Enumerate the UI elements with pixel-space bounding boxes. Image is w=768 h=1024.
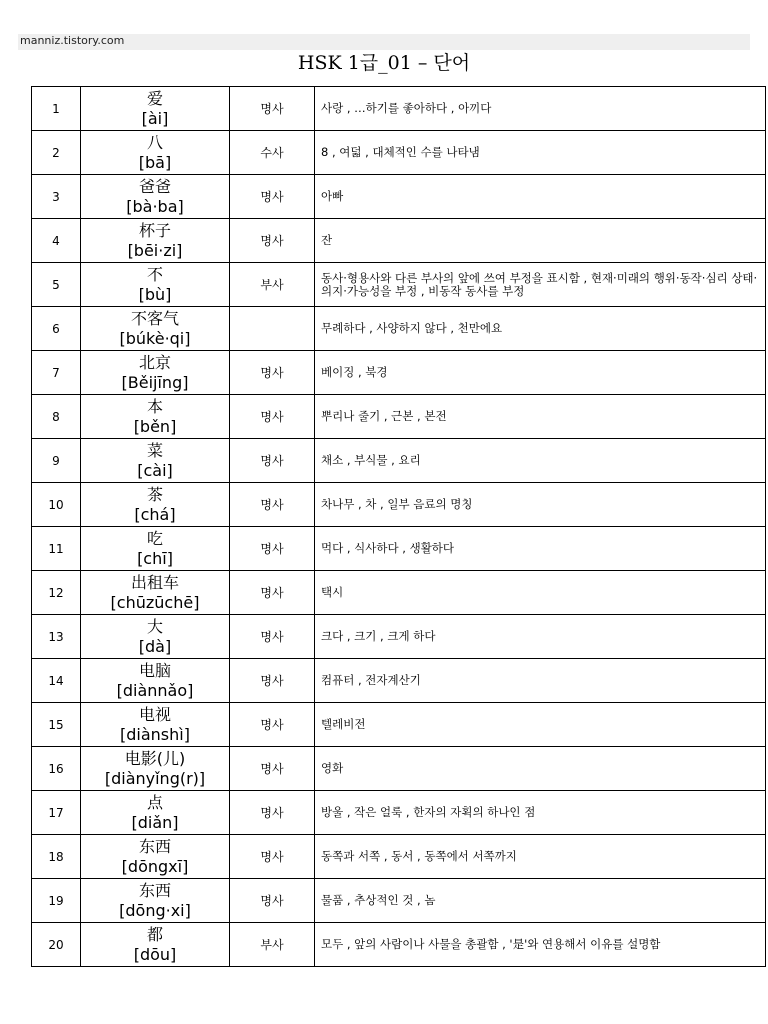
hanzi: 不客气 [130, 308, 179, 328]
row-number: 16 [32, 747, 81, 791]
part-of-speech: 명사 [230, 527, 315, 571]
pinyin: [bā] [138, 152, 172, 172]
row-number: 11 [32, 527, 81, 571]
part-of-speech: 명사 [230, 879, 315, 923]
pinyin: [diǎn] [131, 812, 179, 832]
page-title: HSK 1급_01 – 단어 [297, 52, 471, 74]
pinyin: [bēi·zi] [127, 240, 183, 260]
table-row [32, 263, 766, 307]
part-of-speech: 명사 [230, 571, 315, 615]
hanzi: 出租车 [130, 572, 179, 592]
meaning: 잔 [315, 219, 766, 263]
pinyin: [diànnǎo] [116, 680, 194, 700]
source-url: manniz.tistory.com [20, 34, 125, 47]
row-number: 7 [32, 351, 81, 395]
table-row [32, 923, 766, 967]
hanzi: 点 [146, 792, 163, 812]
row-number: 15 [32, 703, 81, 747]
word-cell [81, 615, 230, 659]
table-row [32, 835, 766, 879]
row-number: 13 [32, 615, 81, 659]
pinyin: [dōng·xi] [119, 900, 191, 920]
word-cell [81, 219, 230, 263]
hanzi: 吃 [146, 528, 163, 548]
row-number: 9 [32, 439, 81, 483]
hanzi: 本 [146, 396, 163, 416]
meaning: 크다 , 크기 , 크게 하다 [315, 615, 766, 659]
pinyin: [diànyǐng(r)] [104, 768, 206, 788]
hanzi: 东西 [138, 836, 171, 856]
meaning: 뿌리나 줄기 , 근본 , 본전 [315, 395, 766, 439]
table-row [32, 571, 766, 615]
row-number: 3 [32, 175, 81, 219]
hanzi: 茶 [146, 484, 163, 504]
part-of-speech: 명사 [230, 615, 315, 659]
row-number: 1 [32, 87, 81, 131]
part-of-speech: 명사 [230, 703, 315, 747]
meaning: 컴퓨터 , 전자계산기 [315, 659, 766, 703]
hanzi: 菜 [146, 440, 163, 460]
word-cell [81, 747, 230, 791]
part-of-speech [230, 307, 315, 351]
part-of-speech: 수사 [230, 131, 315, 175]
word-cell [81, 483, 230, 527]
row-number: 19 [32, 879, 81, 923]
vocab-table [31, 86, 766, 967]
word-cell [81, 571, 230, 615]
pinyin: [běn] [133, 416, 177, 436]
table-row [32, 395, 766, 439]
word-cell [81, 263, 230, 307]
row-number: 5 [32, 263, 81, 307]
pinyin: [búkè·qi] [119, 328, 191, 348]
row-number: 12 [32, 571, 81, 615]
table-row [32, 175, 766, 219]
table-row [32, 659, 766, 703]
meaning: 차나무 , 차 , 일부 음료의 명칭 [315, 483, 766, 527]
word-cell [81, 659, 230, 703]
part-of-speech: 명사 [230, 835, 315, 879]
row-number: 6 [32, 307, 81, 351]
pinyin: [bà·ba] [126, 196, 184, 216]
word-cell [81, 879, 230, 923]
part-of-speech: 명사 [230, 219, 315, 263]
hanzi: 电影(儿) [124, 748, 186, 768]
meaning: 사랑 , …하기를 좋아하다 , 아끼다 [315, 87, 766, 131]
table-row [32, 307, 766, 351]
part-of-speech: 명사 [230, 395, 315, 439]
hanzi: 都 [146, 924, 163, 944]
word-cell [81, 307, 230, 351]
meaning: 물품 , 추상적인 것 , 놈 [315, 879, 766, 923]
meaning: 8 , 여덟 , 대체적인 수를 나타냄 [315, 131, 766, 175]
table-row [32, 351, 766, 395]
meaning: 채소 , 부식물 , 요리 [315, 439, 766, 483]
table-row [32, 131, 766, 175]
table-row [32, 87, 766, 131]
pinyin: [Běijīng] [121, 372, 189, 392]
meaning: 베이징 , 북경 [315, 351, 766, 395]
word-cell [81, 791, 230, 835]
word-cell [81, 351, 230, 395]
table-row [32, 747, 766, 791]
row-number: 17 [32, 791, 81, 835]
hanzi: 电脑 [138, 660, 171, 680]
part-of-speech: 명사 [230, 351, 315, 395]
meaning: 동사·형용사와 다른 부사의 앞에 쓰여 부정을 표시함 , 현재·미래의 행위·동작·심리 상태·의지·가능성을 부정 , 비동작 동사를 부정 [315, 263, 766, 307]
word-cell [81, 439, 230, 483]
part-of-speech: 명사 [230, 483, 315, 527]
part-of-speech: 명사 [230, 439, 315, 483]
part-of-speech: 명사 [230, 747, 315, 791]
part-of-speech: 부사 [230, 923, 315, 967]
table-row [32, 879, 766, 923]
hanzi: 爸爸 [138, 176, 171, 196]
meaning: 방울 , 작은 얼룩 , 한자의 자획의 하나인 점 [315, 791, 766, 835]
table-row [32, 219, 766, 263]
hanzi: 爱 [146, 88, 163, 108]
row-number: 2 [32, 131, 81, 175]
word-cell [81, 527, 230, 571]
word-cell [81, 835, 230, 879]
table-row [32, 703, 766, 747]
hanzi: 东西 [138, 880, 171, 900]
table-row [32, 615, 766, 659]
pinyin: [bù] [138, 284, 172, 304]
meaning: 무례하다 , 사양하지 않다 , 천만에요 [315, 307, 766, 351]
word-cell [81, 395, 230, 439]
row-number: 8 [32, 395, 81, 439]
word-cell [81, 923, 230, 967]
row-number: 14 [32, 659, 81, 703]
source-bar [18, 34, 750, 50]
meaning: 택시 [315, 571, 766, 615]
vocab-table-body [32, 87, 766, 967]
part-of-speech: 명사 [230, 791, 315, 835]
part-of-speech: 명사 [230, 87, 315, 131]
pinyin: [dōngxī] [121, 856, 189, 876]
part-of-speech: 명사 [230, 659, 315, 703]
hanzi: 大 [146, 616, 163, 636]
meaning: 모두 , 앞의 사람이나 사물을 총괄함 , '是'와 연용해서 이유를 설명함 [315, 923, 766, 967]
meaning: 먹다 , 식사하다 , 생활하다 [315, 527, 766, 571]
row-number: 20 [32, 923, 81, 967]
meaning: 영화 [315, 747, 766, 791]
pinyin: [dōu] [133, 944, 177, 964]
table-row [32, 527, 766, 571]
hanzi: 八 [146, 132, 163, 152]
part-of-speech: 명사 [230, 175, 315, 219]
word-cell [81, 175, 230, 219]
table-row [32, 439, 766, 483]
hanzi: 杯子 [138, 220, 171, 240]
word-cell [81, 87, 230, 131]
meaning: 텔레비전 [315, 703, 766, 747]
pinyin: [cài] [137, 460, 173, 480]
hanzi: 北京 [138, 352, 171, 372]
hanzi: 不 [146, 264, 163, 284]
table-row [32, 483, 766, 527]
pinyin: [chī] [137, 548, 173, 568]
part-of-speech: 부사 [230, 263, 315, 307]
pinyin: [ài] [141, 108, 169, 128]
hanzi: 电视 [138, 704, 171, 724]
meaning: 동쪽과 서쪽 , 동서 , 동쪽에서 서쪽까지 [315, 835, 766, 879]
pinyin: [dà] [138, 636, 172, 656]
meaning: 아빠 [315, 175, 766, 219]
row-number: 4 [32, 219, 81, 263]
row-number: 10 [32, 483, 81, 527]
pinyin: [chá] [134, 504, 176, 524]
pinyin: [diànshì] [120, 724, 190, 744]
word-cell [81, 703, 230, 747]
word-cell [81, 131, 230, 175]
table-row [32, 791, 766, 835]
row-number: 18 [32, 835, 81, 879]
pinyin: [chūzūchē] [110, 592, 200, 612]
